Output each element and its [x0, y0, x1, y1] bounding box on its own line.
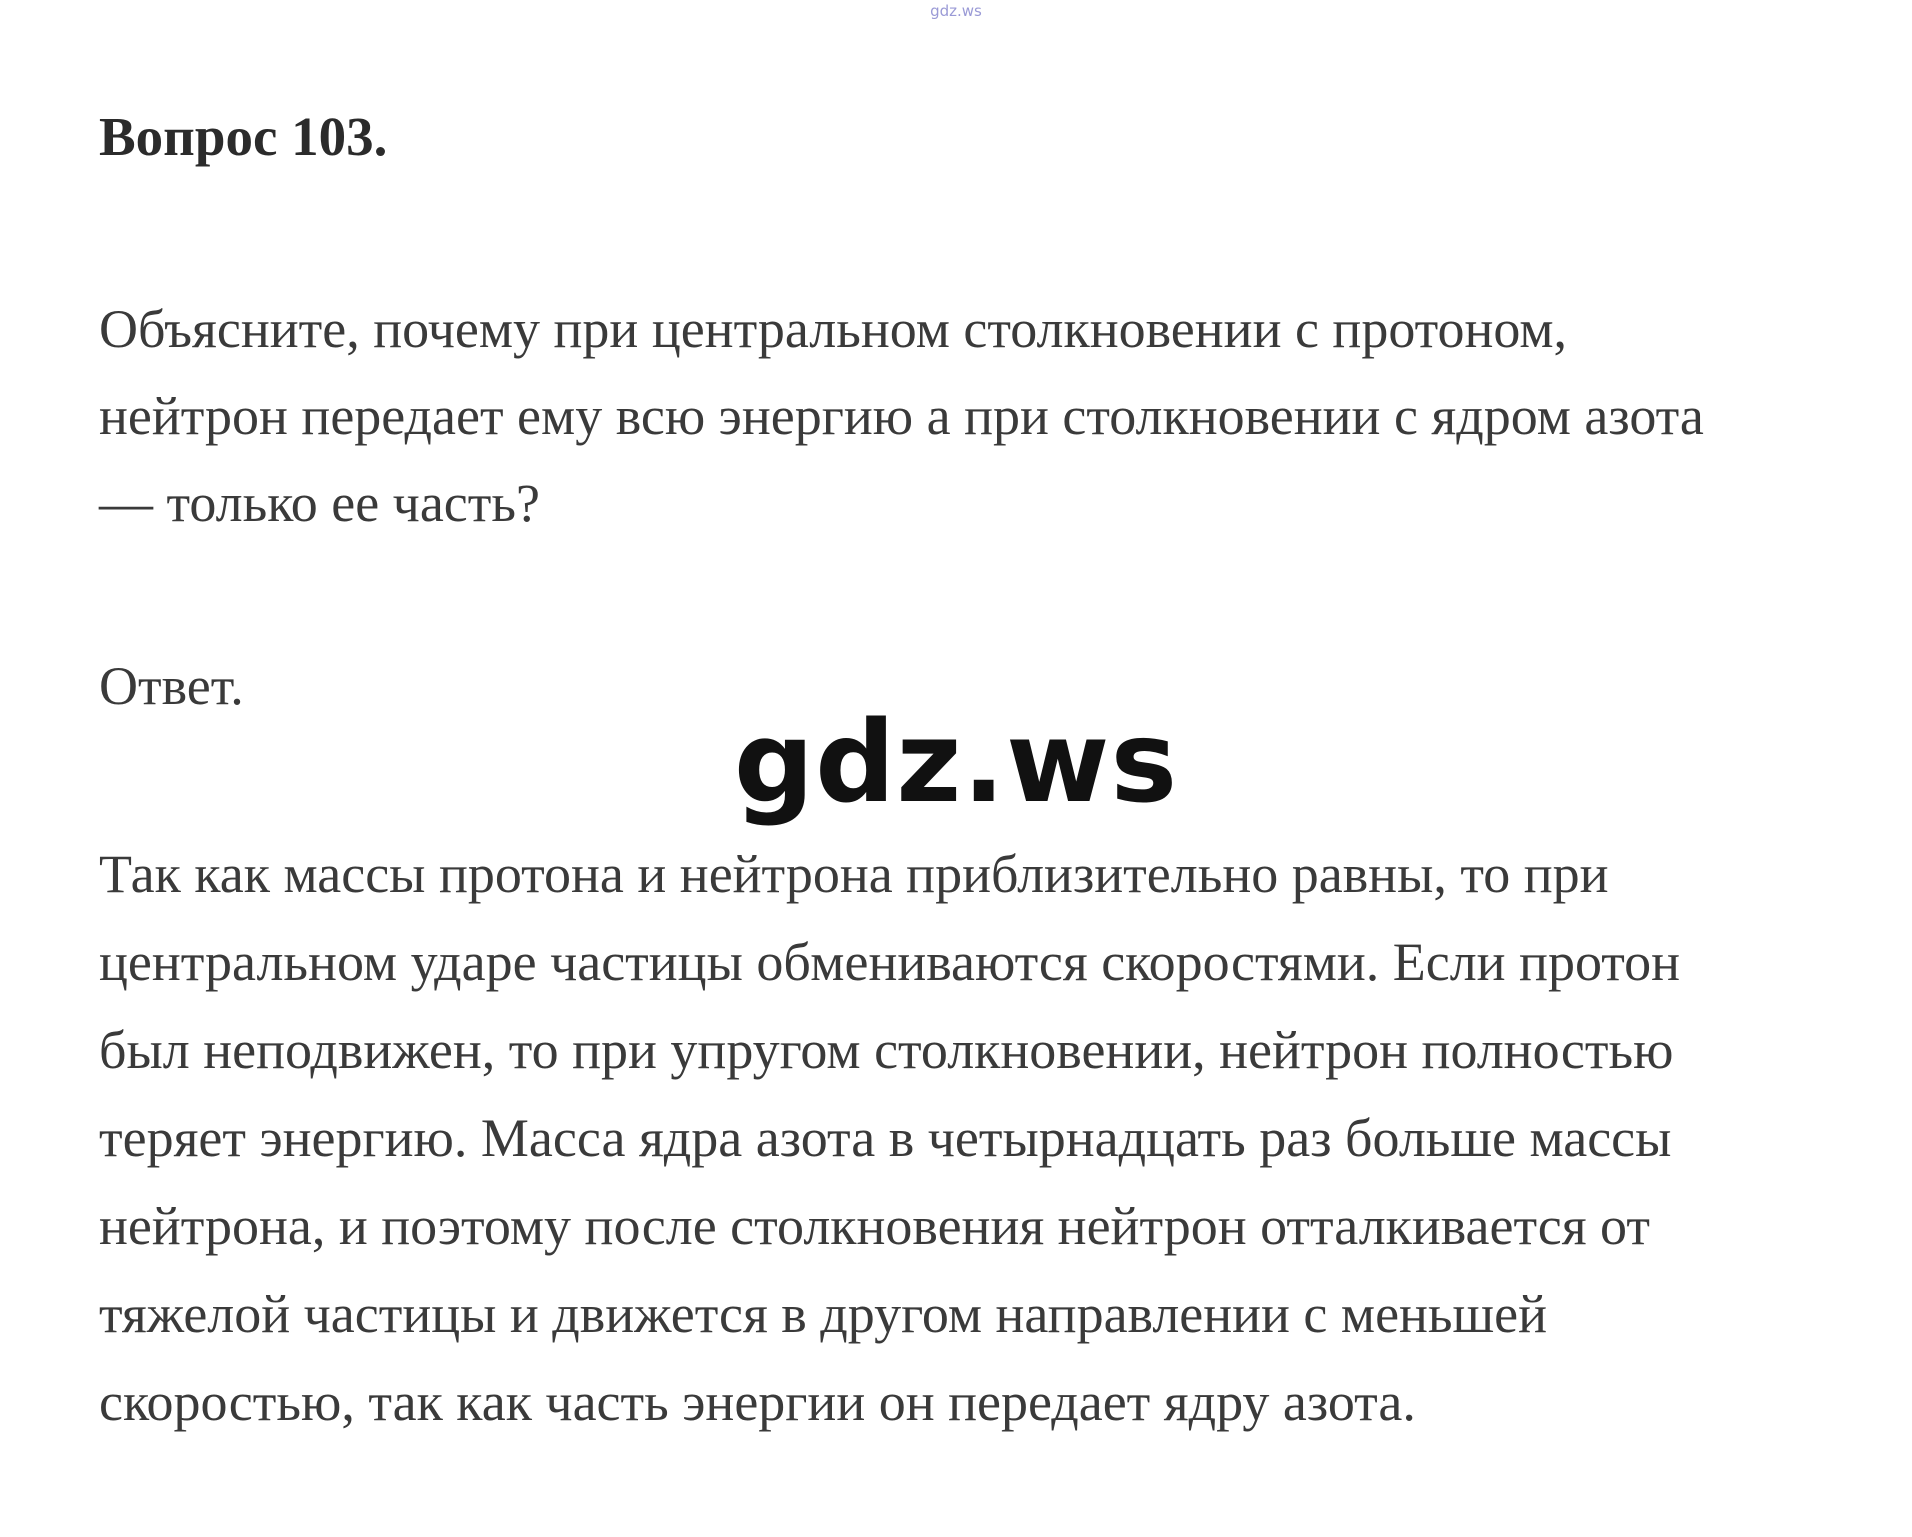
question-line: нейтрон передает ему всю энергию а при столкновении с ядром азота	[99, 386, 1704, 446]
question-line: Объясните, почему при центральном столкновении с протоном,	[99, 299, 1568, 359]
top-watermark: gdz.ws	[930, 2, 982, 20]
answer-line: теряет энергию. Масса ядра азота в четырнадцать раз больше массы	[99, 1108, 1672, 1168]
question-title: Вопрос 103.	[99, 106, 388, 167]
answer-line: нейтрона, и поэтому после столкновения нейтрон отталкивается от	[99, 1196, 1650, 1256]
answer-label: Ответ.	[99, 656, 244, 716]
center-watermark: gdz.ws	[733, 698, 1179, 828]
question-text	[99, 286, 1889, 547]
answer-text	[99, 830, 1889, 1446]
answer-line: был неподвижен, то при упругом столкновении, нейтрон полностью	[99, 1020, 1674, 1080]
answer-line: Так как массы протона и нейтрона приблизительно равны, то при	[99, 844, 1609, 904]
answer-line: центральном ударе частицы обмениваются скоростями. Если протон	[99, 932, 1681, 992]
question-line: — только ее часть?	[99, 473, 540, 533]
answer-line: тяжелой частицы и движется в другом направлении с меньшей	[99, 1284, 1548, 1344]
answer-line: скоростью, так как часть энергии он передает ядру азота.	[99, 1372, 1416, 1432]
